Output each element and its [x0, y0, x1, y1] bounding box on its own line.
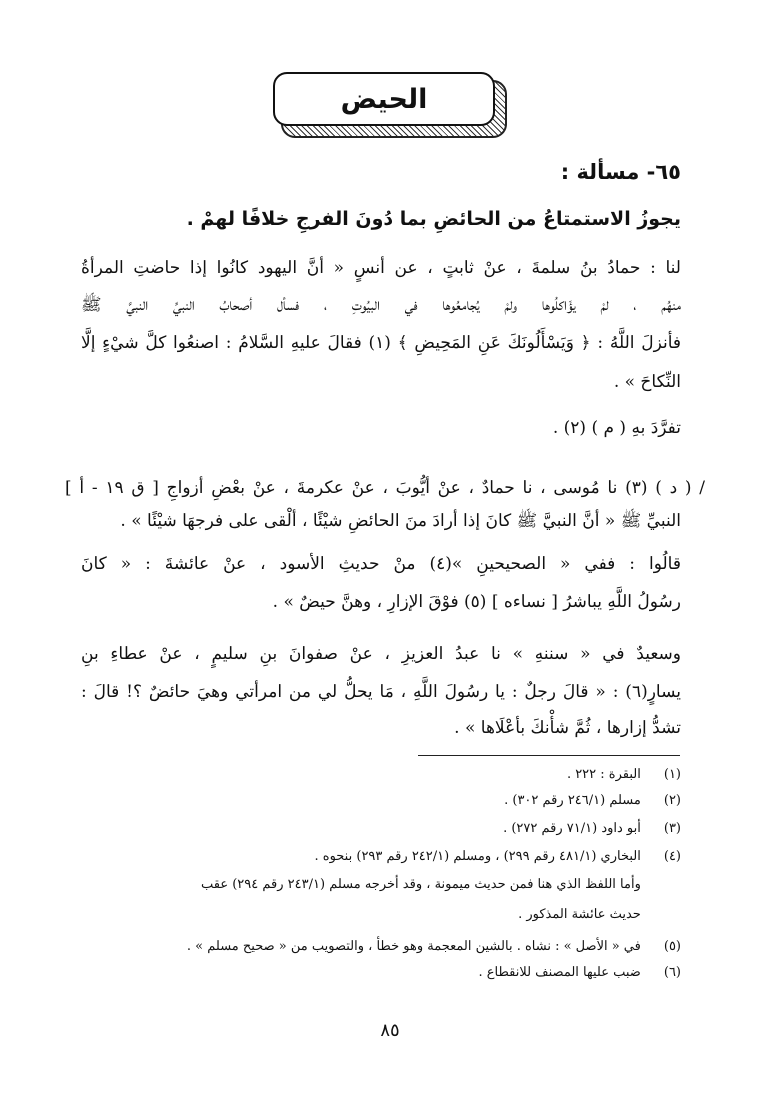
- footnote: [81, 821, 681, 836]
- footnote-text: حديث عائشة المذكور .: [518, 907, 641, 922]
- footnote-number: (٤): [663, 849, 681, 864]
- body-line: تفرَّدَ بهِ ( م ) (٢) .: [552, 418, 681, 438]
- chapter-title-frame: [273, 72, 505, 136]
- body-line: تشدُّ إزارها ، ثُمَّ شأْنكَ بأعْلَاها » .: [454, 718, 681, 738]
- footnote-text: ضبب عليها المصنف للانقطاع .: [478, 965, 641, 980]
- body-line: النبيِّ ﷺ « أنَّ النبيَّ ﷺ كانَ إذا أرادَ منَ الحائضِ شيْئًا ، ألْقى على فرجهَا شيْئًا » .: [120, 511, 681, 531]
- chapter-title: الحيض: [340, 83, 428, 115]
- body-line: لنا : حمادُ بنُ سلمةَ ، عنْ ثابتٍ ، عن أنسٍ « أنَّ اليهود كانُوا إذا حاضتِ المرأةُ: [81, 258, 681, 278]
- footnote-number: (١): [663, 767, 681, 782]
- footnote-number: (٦): [663, 965, 681, 980]
- footnote-separator: [418, 755, 680, 756]
- footnote: [81, 849, 681, 864]
- footnote: [81, 793, 681, 808]
- footnote-text: مسلم (٢٤٦/١ رقم ٣٠٢) .: [504, 793, 641, 808]
- body-line: قالُوا : ففي « الصحيحينِ »(٤) منْ حديثِ الأسود ، عنْ عائشةَ : « كانَ: [81, 554, 681, 574]
- footnote-text: وأما اللفظ الذي هنا فمن حديث ميمونة ، وقد أخرجه مسلم (٢٤٣/١ رقم ٢٩٤) عقب: [200, 877, 641, 892]
- footnote-text: في « الأصل » : نشاه . بالشين المعجمة وهو خطأ ، والتصويب من « صحيح مسلم » .: [186, 939, 641, 954]
- ruling-statement: يجوزُ الاستمتاعُ من الحائضِ بما دُونَ الفرجِ خلافًا لهمْ .: [186, 208, 681, 230]
- body-line: رسُولُ اللَّهِ يباشرُ [ نساءه ] (٥) فوْقَ الإزارِ ، وهنَّ حيضٌ » .: [272, 592, 681, 612]
- footnote: [81, 965, 681, 980]
- footnote-continuation: [81, 907, 681, 922]
- footnote-text: أبو داود (٧١/١ رقم ٢٧٢) .: [503, 821, 641, 836]
- footnote-continuation: [81, 877, 681, 892]
- body-line: وسعيدٌ في « سننهِ » نا عبدُ العزيزِ ، عنْ صفوانَ بنِ سليمٍ ، عنْ عطاءِ بنِ: [81, 644, 681, 664]
- footnote: [81, 939, 681, 954]
- page-number: ٨٥: [380, 1020, 400, 1041]
- footnote-text: البخاري (٤٨١/١ رقم ٢٩٩) ، ومسلم (٢٤٢/١ رقم ٢٩٣) بنحوه .: [314, 849, 641, 864]
- footnote-number: (٥): [663, 939, 681, 954]
- title-box: [273, 72, 495, 126]
- body-line: فأنزلَ اللَّهُ : ﴿ وَيَسْأَلُونَكَ عَنِ المَحِيضِ ﴾ (١) فقالَ عليهِ السَّلامُ : اصنعُوا كلَّ شيْءٍ إلَّا: [81, 333, 682, 353]
- footnote-number: (٣): [663, 821, 681, 836]
- footnote: [81, 767, 681, 782]
- footnote-text: البقرة : ٢٢٢ .: [566, 767, 641, 782]
- masala-heading: ٦٥- مسألة :: [560, 160, 681, 184]
- body-line: النِّكاحَ » .: [613, 372, 681, 392]
- body-line: منهُم ، لمْ يؤَاكلُوها ولمْ يُجامعُوها في البيُوتِ ، فسأل أصحابُ النبيِّ النبيَّ ﷺ: [81, 295, 681, 315]
- footnote-number: (٢): [663, 793, 681, 808]
- body-line: يسارٍ(٦) : « قالَ رجلٌ : يا رسُولَ اللَّهِ ، مَا يحلُّ لي من امرأتي وهيَ حائضٌ ؟! قالَ :: [81, 682, 681, 702]
- body-line: / ( د ) (٣) نا مُوسى ، نا حمادٌ ، عنْ أيُّوبَ ، عنْ عكرمةَ ، عنْ بعْضِ أزواجِ [ ق ١٩ - أ ]: [65, 478, 706, 498]
